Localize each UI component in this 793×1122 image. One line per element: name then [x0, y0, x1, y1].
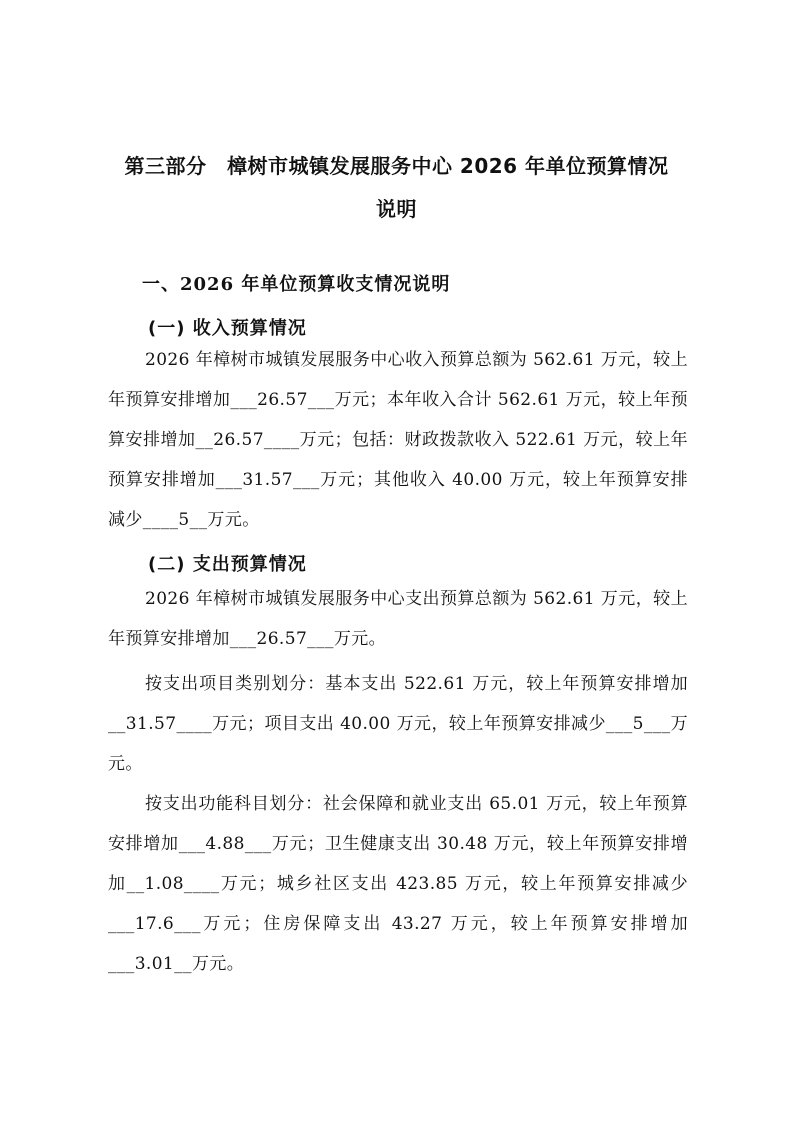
expenditure-by-category-paragraph: 按支出项目类别划分：基本支出 522.61 万元，较上年预算安排增加__31.57____万元；项目支出 40.00 万元，较上年预算安排减少___5___万元。: [108, 674, 688, 774]
subheading-income-budget: (一) 收入预算情况: [148, 318, 307, 339]
subheading-expenditure-budget: (二) 支出预算情况: [148, 554, 307, 575]
expenditure-by-function-paragraph: 按支出功能科目划分：社会保障和就业支出 65.01 万元，较上年预算安排增加___4.88___万元；卫生健康支出 30.48 万元，较上年预算安排增加__1.08____万元；城乡社区支出 423.85 万元，较上年预算安排减少___17.6___万元；住房保障支出 43.27 万元，较上年预算安排增加___3.01__万元。: [108, 794, 688, 974]
income-budget-paragraph: 2026 年樟树市城镇发展服务中心收入预算总额为 562.61 万元，较上年预算安排增加___26.57___万元；本年收入合计 562.61 万元，较上年预算安排增加__26.57____万元；包括：财政拨款收入 522.61 万元，较上年预算安排增加___31.57___万元；其他收入 40.00 万元，较上年预算安排减少____5__万元。: [108, 350, 688, 530]
page-title-continuation: 说明: [376, 197, 417, 221]
section-heading-budget-overview: 一、2026 年单位预算收支情况说明: [142, 274, 451, 295]
expenditure-total-paragraph: 2026 年樟树市城镇发展服务中心支出预算总额为 562.61 万元，较上年预算安排增加___26.57___万元。: [108, 589, 688, 649]
page-title: 第三部分 樟树市城镇发展服务中心 2026 年单位预算情况: [124, 154, 669, 178]
